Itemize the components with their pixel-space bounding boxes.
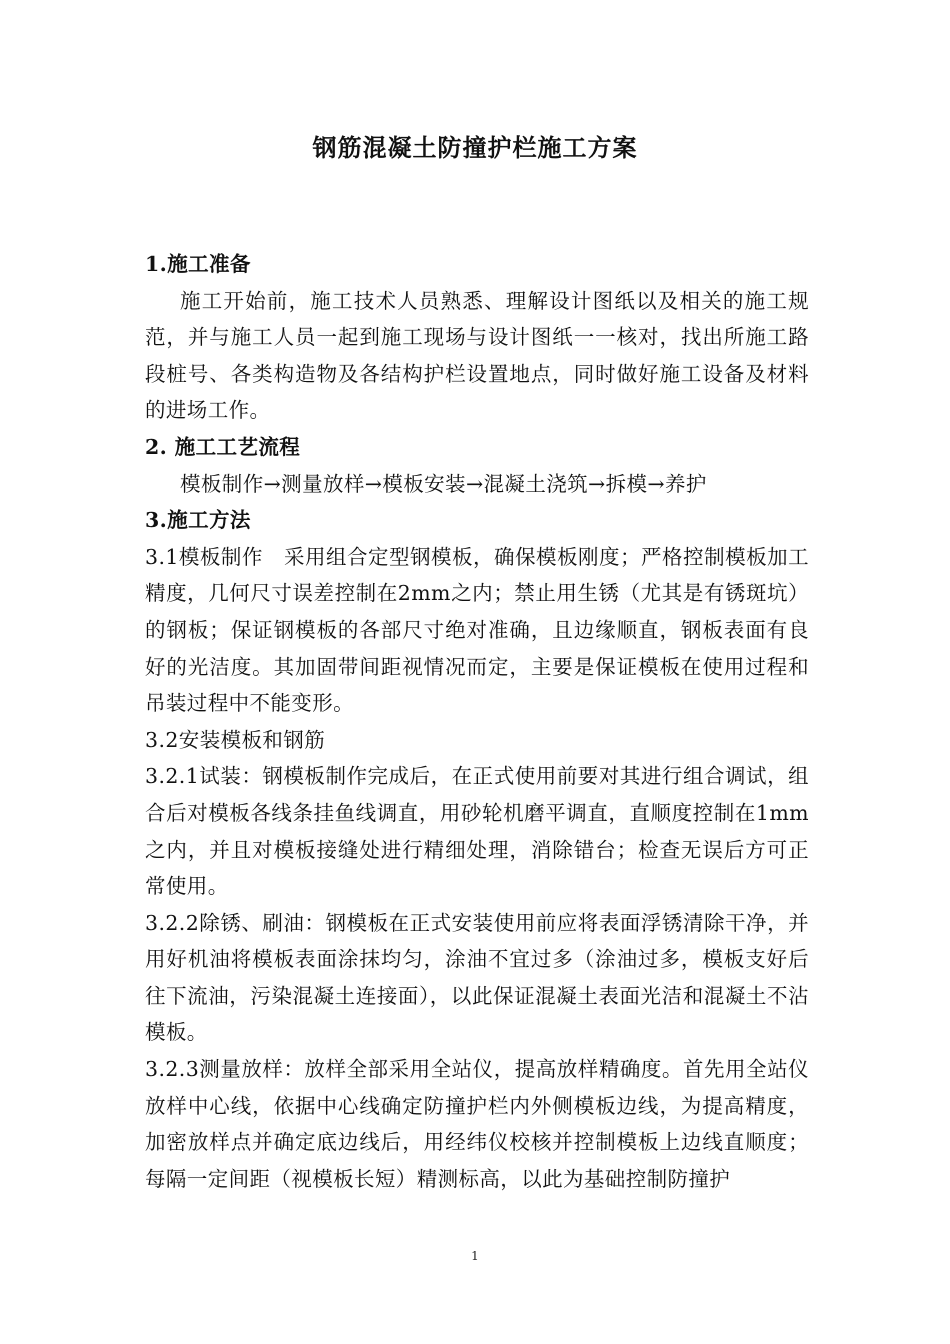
section-heading-3: 3.施工方法	[145, 508, 251, 533]
section-paragraph-1: 施工开始前，施工技术人员熟悉、理解设计图纸以及相关的施工规范，并与施工人员一起到施工现场与设计图纸一一核对，找出所施工路段桩号、各类构造物及各结构护栏设置地点，同时做好施工设备及材料的进场工作。	[145, 288, 809, 423]
paragraph-3-2-1: 3.2.1试装：钢模板制作完成后，在正式使用前要对其进行组合调试，组合后对模板各线条挂鱼线调直，用砂轮机磨平调直，直顺度控制在1mm之内，并且对模板接缝处进行精细处理，消除错台；检查无误后方可正常使用。	[145, 764, 809, 899]
document-title: 钢筋混凝土防撞护栏施工方案	[312, 133, 638, 162]
section-heading-2: 2. 施工工艺流程	[145, 434, 301, 459]
page-number: 1	[471, 1249, 479, 1263]
paragraph-3-2-2: 3.2.2除锈、刷油：钢模板在正式安装使用前应将表面浮锈清除干净，并用好机油将模板表面涂抹均匀，涂油不宜过多（涂油过多，模板支好后往下流油，污染混凝土连接面），以此保证混凝土表面光洁和混凝土不沾模板。	[145, 910, 809, 1045]
paragraph-3-1: 3.1模板制作 采用组合定型钢模板，确保模板刚度；严格控制模板加工精度，几何尺寸误差控制在2mm之内；禁止用生锈（尤其是有锈斑坑）的钢板；保证钢模板的各部尺寸绝对准确，且边缘顺直，钢板表面有良好的光洁度。其加固带间距视情况而定，主要是保证模板在使用过程和吊装过程中不能变形。	[145, 544, 809, 716]
paragraph-3-2-3: 3.2.3测量放样：放样全部采用全站仪，提高放样精确度。首先用全站仪放样中心线，依据中心线确定防撞护栏内外侧模板边线，为提高精度，加密放样点并确定底边线后，用经纬仪校核并控制模板上边线直顺度；每隔一定间距（视模板长短）精测标高，以此为基础控制防撞护	[145, 1057, 809, 1191]
process-flow-paragraph: 模板制作→测量放样→模板安装→混凝土浇筑→拆模→养护	[180, 471, 707, 496]
subsection-heading-3-2: 3.2安装模板和钢筋	[145, 727, 326, 752]
section-heading-1: 1.施工准备	[145, 252, 251, 276]
document-body	[145, 246, 809, 1197]
